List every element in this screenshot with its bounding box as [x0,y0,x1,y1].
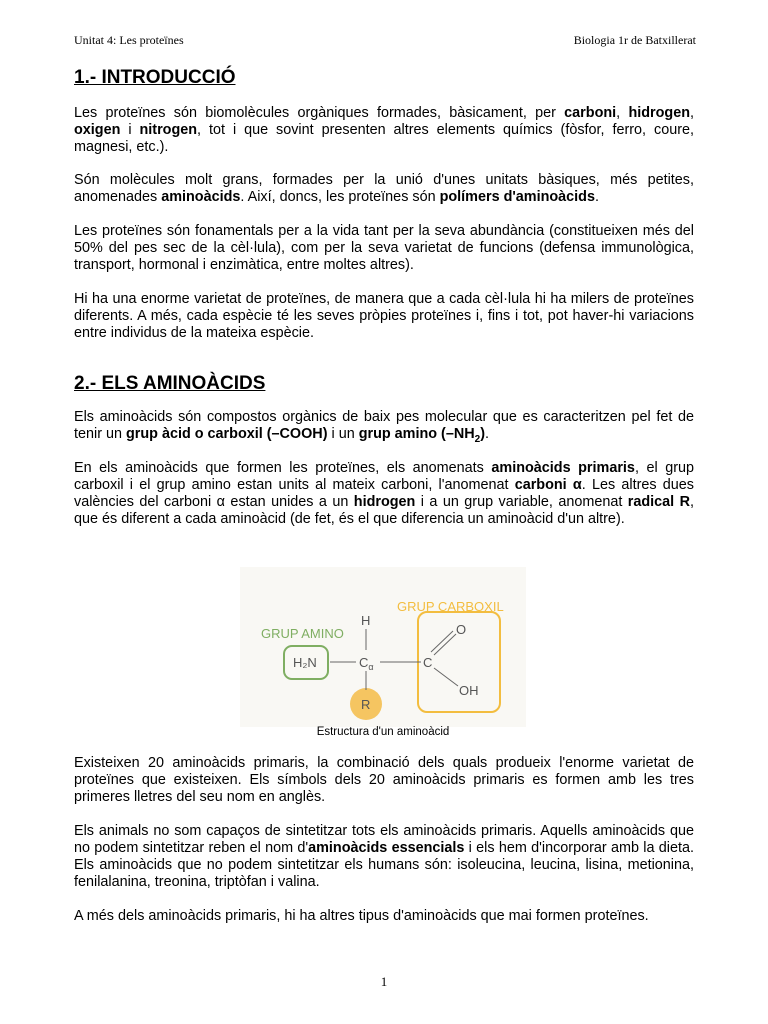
amino-paragraph-5 [74,908,694,925]
section-2-title: 2.- ELS AMINOÀCIDS [74,373,266,394]
text-run: Els animals no som capaços de sintetitzar tots els aminoàcids primaris. Aquells aminoàcids que no podem sintetitzar reben el nom d' [74,823,694,856]
figure-background [240,567,526,727]
text-run: Les proteïnes són fonamentals per a la vida tant per la seva abundància (constitueixen més del 50% del pes sec de la cèl·lula), com per la seva varietat de funcions (defensa immunològica, transport, hormonal i enzimàtica, entre moltes altres). [74,223,694,273]
bold-term: nitrogen [139,122,198,138]
text-run: , [690,105,694,121]
text-run: . Així, doncs, les proteïnes són [240,189,440,205]
amino-paragraph-1 [74,409,694,443]
bold-term: radical R [627,494,690,510]
atom-r: R [361,697,371,712]
section-1-title: 1.- INTRODUCCIÓ [74,67,236,88]
amino-group-label: GRUP AMINO [261,626,344,641]
bold-term: polímers d'aminoàcids [439,189,595,205]
text-run: Existeixen 20 aminoàcids primaris, la combinació dels quals produeix l'enorme varietat de proteïnes que existeixen. Els símbols dels 20 aminoàcids primaris es formen amb les tres primeres lletres del seu nom en anglès. [74,755,694,805]
atom-c-alpha: $C_\alpha$ [359,655,374,672]
text-run: , tot i que sovint presenten altres elements químics (fòsfor, ferro, coure, magnesi, etc.). [74,122,694,155]
bold-term: grup amino (–NH [358,426,475,442]
bold-term: hidrogen [353,494,416,510]
intro-paragraph-2 [74,172,694,206]
carboxyl-group-label: GRUP CARBOXIL [397,599,504,614]
bold-term: aminoàcids essencials [308,840,465,856]
intro-paragraph-4 [74,291,694,342]
text-run: i a un grup variable, anomenat [415,494,628,510]
text-run: . [485,426,489,442]
text-run: Hi ha una enorme varietat de proteïnes, de manera que a cada cèl·lula hi ha milers de proteïnes diferents. A més, cada espècie té les seves pròpies proteïnes i, fins i tot, pot haver-hi variacions entre individus de la mateixa espècie. [74,291,694,341]
text-run: Les proteïnes són biomolècules orgàniques formades, bàsicament, per [74,105,565,121]
bold-term: carboni [564,105,617,121]
text-run: Són molècules molt grans, formades per la unió d'unes unitats bàsiques, més petites, anomenades [74,172,694,205]
page-number: 1 [380,974,388,989]
amino-acid-structure-figure [240,567,526,757]
bold-term: hidrogen [628,105,690,121]
text-run: A més dels aminoàcids primaris, hi ha altres tipus d'aminoàcids que mai formen proteïnes. [74,908,649,924]
bold-term: aminoàcids primaris [491,460,635,476]
text-run: , el grup carboxil i el grup amino estan units al mateix carboni, l'anomenat [74,460,695,493]
page-content [74,65,694,528]
bold-term: carboni α [514,477,582,493]
atom-c: C [423,655,433,670]
text-run: . [594,189,599,205]
atom-oh: OH [459,683,479,698]
bold-term: ) [480,426,485,442]
figure-caption: Estructura d'un aminoàcid [316,726,450,738]
page-header [74,33,696,48]
atom-h2n: H₂N [293,655,317,670]
bold-term: oxigen [74,122,121,138]
amino-acid-diagram [240,567,526,727]
intro-paragraph-1 [74,105,694,156]
text-run: i un [327,426,359,442]
header-unit-title: Unitat 4: Les proteïnes [74,33,184,47]
text-run: i [120,122,140,138]
amino-paragraph-3 [74,755,694,806]
atom-o: O [456,622,467,637]
bold-term: 2 [474,433,481,445]
atom-h: H [361,613,371,628]
amino-paragraph-4 [74,823,694,891]
header-course: Biologia 1r de Batxillerat [573,33,696,47]
text-run: En els aminoàcids que formen les proteïnes, els anomenats [74,460,492,476]
page-content-lower [74,755,694,925]
amino-paragraph-2 [74,460,694,528]
text-run: , que és diferent a cada aminoàcid (de fet, és el que diferencia un aminoàcid d'un altre). [74,494,694,527]
text-run: i els hem d'incorporar amb la dieta. Els aminoàcids que no podem sintetitzar els humans són: isoleucina, leucina, lisina, metionina, fenilalanina, treonina, triptòfan i valina. [74,840,694,890]
bold-term: aminoàcids [161,189,241,205]
text-run: Els aminoàcids són compostos orgànics de baix pes molecular que es caracteritzen pel fet de tenir un [74,409,694,442]
intro-paragraph-3 [74,223,694,274]
text-run: , [616,105,629,121]
bold-term: grup àcid o carboxil (–COOH) [126,426,328,442]
text-run: . Les altres dues valències del carboni α estan unides a un [74,477,694,510]
